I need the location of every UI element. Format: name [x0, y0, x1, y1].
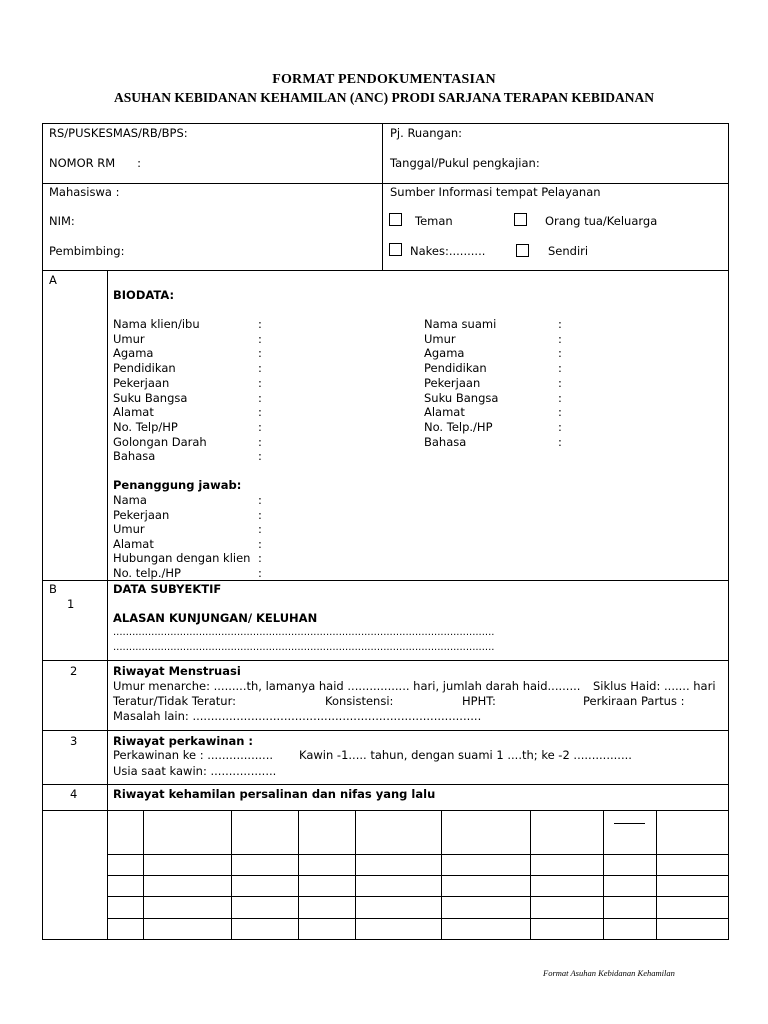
alasan-dots-1: ........................................................................................................................	[113, 627, 495, 638]
usia-kawin: Usia saat kawin: ..................	[113, 764, 277, 778]
field-label: Hubungan dengan klien	[113, 551, 251, 565]
field-colon: :	[258, 390, 262, 405]
hpht-label: HPHT:	[462, 694, 496, 708]
masalah-lain-line: Masalah lain: ...............................................................................	[113, 709, 482, 723]
field-label: Pendidikan	[424, 361, 487, 376]
field-colon: :	[558, 346, 562, 361]
pembimbing-label: Pembimbing:	[49, 244, 125, 258]
alasan-kunjungan-title: ALASAN KUNJUNGAN/ KELUHAN	[113, 611, 318, 625]
field-label: Nama klien/ibu	[113, 317, 200, 331]
kawin-line: Kawin -1..... tahun, dengan suami 1 ....th; ke -2 ................	[299, 748, 632, 762]
history-table-header-dash	[614, 823, 645, 824]
section-b-letter: B	[49, 582, 57, 596]
row-4-top	[42, 784, 729, 785]
teratur-label: Teratur/Tidak Teratur:	[113, 694, 236, 708]
field-colon: :	[258, 331, 262, 346]
field-colon: :	[258, 419, 262, 434]
option-nakes: Nakes:..........	[410, 244, 486, 258]
nomor-rm-label: NOMOR RM :	[49, 156, 141, 170]
field-label: Agama	[424, 346, 465, 361]
pj-ruangan-label: Pj. Ruangan:	[390, 126, 463, 140]
data-subyektif-title: DATA SUBYEKTIF	[113, 582, 222, 596]
field-label: Bahasa	[424, 434, 467, 449]
field-label: Suku Bangsa	[113, 390, 188, 405]
history-table-row	[107, 918, 729, 919]
penanggung-title: Penanggung jawab:	[113, 478, 242, 492]
field-label: Suku Bangsa	[424, 390, 499, 405]
field-colon: :	[258, 375, 262, 390]
row-2-top	[42, 660, 729, 661]
border-bottom	[42, 939, 729, 940]
field-label: Pekerjaan	[424, 375, 481, 390]
field-colon: :	[258, 361, 262, 376]
history-table-row	[107, 896, 729, 897]
item-number-2: 2	[70, 664, 78, 678]
history-table-top	[42, 810, 729, 811]
page-footer: Format Asuhan Kebidanan Kehamilan	[543, 968, 675, 978]
item-number-1: 1	[67, 597, 75, 611]
info-divider	[382, 123, 383, 271]
field-label: Pendidikan	[113, 361, 176, 376]
section-b-top	[42, 580, 729, 581]
item-number-3: 3	[70, 734, 78, 748]
kehamilan-title: Riwayat kehamilan persalinan dan nifas yang lalu	[113, 787, 436, 801]
option-teman: Teman	[415, 214, 453, 228]
field-label: Umur	[113, 522, 145, 536]
section-a-top	[42, 270, 729, 271]
field-colon: :	[258, 565, 262, 580]
field-colon: :	[558, 405, 562, 420]
checkbox-nakes[interactable]	[389, 243, 402, 256]
field-colon: :	[558, 419, 562, 434]
field-label: Pekerjaan	[113, 507, 170, 522]
siklus-haid: Siklus Haid: ....... hari	[593, 679, 716, 693]
border-left	[42, 123, 43, 940]
menstruasi-title: Riwayat Menstruasi	[113, 664, 241, 678]
border-top	[42, 123, 729, 124]
field-colon: :	[258, 405, 262, 420]
field-colon: :	[558, 331, 562, 346]
field-label: Pekerjaan	[113, 375, 170, 390]
field-colon: :	[558, 317, 562, 331]
document-subtitle: ASUHAN KEBIDANAN KEHAMILAN (ANC) PRODI SARJANA TERAPAN KEBIDANAN	[114, 90, 654, 105]
field-colon: :	[258, 317, 262, 331]
tanggal-label: Tanggal/Pukul pengkajian:	[390, 156, 540, 170]
field-colon: :	[258, 346, 262, 361]
info-row-line	[42, 183, 729, 184]
checkbox-sendiri[interactable]	[516, 244, 529, 257]
option-sendiri: Sendiri	[548, 244, 589, 258]
field-label: Bahasa	[113, 449, 156, 464]
perkawinan-ke: Perkawinan ke : ..................	[113, 748, 274, 762]
alasan-dots-2: ........................................................................................................................	[113, 642, 495, 653]
biodata-title: BIODATA:	[113, 288, 175, 302]
sumber-label: Sumber Informasi tempat Pelayanan	[390, 185, 601, 199]
option-orang-tua: Orang tua/Keluarga	[545, 214, 658, 228]
field-colon: :	[558, 434, 562, 449]
item-number-4: 4	[70, 787, 78, 801]
field-label: Golongan Darah	[113, 434, 207, 449]
field-colon: :	[258, 507, 262, 522]
field-label: No. Telp/HP	[113, 419, 178, 434]
field-colon: :	[258, 449, 262, 464]
field-colon: :	[258, 551, 262, 565]
field-label: Agama	[113, 346, 154, 361]
field-colon: :	[258, 522, 262, 536]
field-label: Alamat	[424, 405, 465, 420]
field-colon: :	[258, 493, 262, 507]
field-colon: :	[558, 390, 562, 405]
nim-label: NIM:	[49, 214, 75, 228]
field-label: Alamat	[113, 536, 154, 551]
field-label: Umur	[113, 331, 145, 346]
row-3-top	[42, 730, 729, 731]
section-a-letter: A	[49, 273, 57, 287]
history-table-row	[107, 875, 729, 876]
border-right	[728, 123, 729, 940]
history-table-row	[107, 854, 729, 855]
field-label: Nama suami	[424, 317, 497, 331]
checkbox-orang-tua[interactable]	[514, 213, 527, 226]
mahasiswa-label: Mahasiswa :	[49, 185, 120, 199]
field-label: Umur	[424, 331, 456, 346]
facility-label: RS/PUSKESMAS/RB/BPS:	[49, 126, 188, 140]
field-label: Nama	[113, 493, 147, 507]
field-label: No. telp./HP	[113, 565, 181, 580]
menarche-line: Umur menarche: .........th, lamanya haid ................. hari, jumlah darah haid.........	[113, 679, 581, 693]
checkbox-teman[interactable]	[389, 213, 402, 226]
field-colon: :	[258, 536, 262, 551]
field-colon: :	[558, 375, 562, 390]
field-colon: :	[258, 434, 262, 449]
field-label: Alamat	[113, 405, 154, 420]
perkiraan-partus-label: Perkiraan Partus :	[583, 694, 685, 708]
field-colon: :	[558, 361, 562, 376]
document-title: FORMAT PENDOKUMENTASIAN	[272, 72, 496, 87]
konsistensi-label: Konsistensi:	[325, 694, 394, 708]
field-label: No. Telp./HP	[424, 419, 493, 434]
perkawinan-title: Riwayat perkawinan :	[113, 734, 253, 748]
